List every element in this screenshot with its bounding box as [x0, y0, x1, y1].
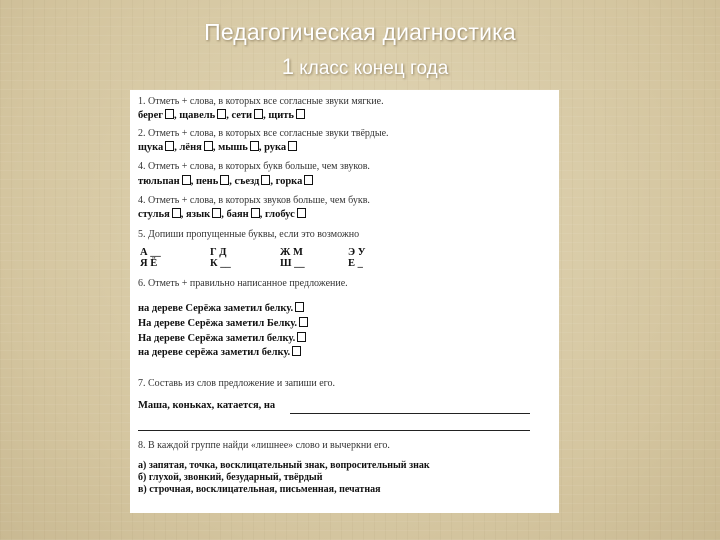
q3-word: пень: [195, 176, 219, 187]
q5-pair: К __: [210, 258, 231, 269]
q2-answers: щука , лёня , мышь , рука: [138, 141, 297, 154]
worksheet: [130, 90, 559, 513]
q5-pair: Э У: [348, 247, 366, 258]
checkbox[interactable]: [165, 109, 174, 119]
q1-word: щить: [268, 110, 294, 121]
q2-word: лёня: [179, 142, 202, 153]
checkbox[interactable]: [182, 175, 191, 185]
q1-answers: берег , щавель , сети , щить: [138, 109, 305, 122]
q6-prompt: 6. Отметь + правильно написанное предложение.: [138, 278, 348, 289]
q8-prompt: 8. В каждой группе найди «лишнее» слово и вычеркни его.: [138, 440, 390, 451]
q7-prompt: 7. Составь из слов предложение и запиши его.: [138, 378, 336, 389]
checkbox[interactable]: [296, 109, 305, 119]
slide-subtitle: [5, 54, 720, 80]
q4-word: стулья: [138, 209, 170, 220]
q6-sentence: На дереве Серёжа заметил Белку.: [138, 317, 308, 330]
q1-word: щавель: [179, 110, 216, 121]
q5-pair: Ш __: [280, 258, 305, 269]
q3-word: съезд: [234, 176, 260, 187]
answer-line[interactable]: [290, 413, 530, 414]
q2-word: рука: [264, 142, 287, 153]
q4-prompt: 4. Отметь + слова, в которых звуков больше, чем букв.: [138, 195, 370, 206]
checkbox[interactable]: [165, 141, 174, 151]
checkbox[interactable]: [204, 141, 213, 151]
slide-title: Педагогическая диагностика: [204, 19, 516, 45]
q1-prompt: 1. Отметь + слова, в которых все согласные звуки мягкие.: [138, 96, 384, 107]
q5-prompt: 5. Допиши пропущенные буквы, если это возможно: [138, 229, 360, 240]
q4-word: баян: [226, 209, 249, 220]
checkbox[interactable]: [250, 141, 259, 151]
checkbox[interactable]: [297, 208, 306, 218]
checkbox[interactable]: [297, 332, 306, 342]
q3-answers: тюльпан , пень , съезд , горка: [138, 175, 313, 188]
q5-pair: Я Ё: [140, 258, 158, 269]
q4-word: язык: [186, 209, 211, 220]
q3-prompt: 4. Отметь + слова, в которых букв больше, чем звуков.: [138, 161, 370, 172]
q3-word: горка: [275, 176, 303, 187]
checkbox[interactable]: [251, 208, 260, 218]
q7-words: Маша, коньках, катается, на: [138, 400, 276, 411]
checkbox[interactable]: [292, 346, 301, 356]
q4-word: глобус: [264, 209, 295, 220]
checkbox[interactable]: [304, 175, 313, 185]
q8-group: б) глухой, звонкий, безударный, твёрдый: [138, 472, 323, 483]
q8-group: в) строчная, восклицательная, письменная, печатная: [138, 484, 381, 495]
q6-sentence: На дереве Серёжа заметил белку.: [138, 332, 306, 345]
q5-pair: Г Д: [210, 247, 227, 258]
q3-word: тюльпан: [138, 176, 180, 187]
checkbox[interactable]: [288, 141, 297, 151]
checkbox[interactable]: [217, 109, 226, 119]
q5-pair: А __: [140, 247, 161, 258]
q2-prompt: 2. Отметь + слова, в которых все согласные звуки твёрдые.: [138, 128, 389, 139]
q4-answers: стулья , язык , баян , глобус: [138, 208, 306, 221]
q5-pair: Ж М: [280, 247, 303, 258]
subtitle-number: 1: [281, 54, 294, 79]
q1-word: берег: [138, 110, 164, 121]
q8-group: а) запятая, точка, восклицательный знак, вопросительный знак: [138, 460, 430, 471]
checkbox[interactable]: [299, 317, 308, 327]
subtitle-text: класс конец года: [293, 58, 449, 79]
q1-word: сети: [231, 110, 253, 121]
q2-word: щука: [138, 142, 164, 153]
checkbox[interactable]: [172, 208, 181, 218]
checkbox[interactable]: [212, 208, 221, 218]
q6-sentence: на дереве серёжа заметил белку.: [138, 346, 301, 359]
q6-sentence: на дереве Серёжа заметил белку.: [138, 302, 304, 315]
checkbox[interactable]: [261, 175, 270, 185]
q2-word: мышь: [218, 142, 248, 153]
checkbox[interactable]: [254, 109, 263, 119]
answer-line[interactable]: [138, 430, 530, 431]
checkbox[interactable]: [220, 175, 229, 185]
q5-pair: Е _: [348, 258, 363, 269]
checkbox[interactable]: [295, 302, 304, 312]
